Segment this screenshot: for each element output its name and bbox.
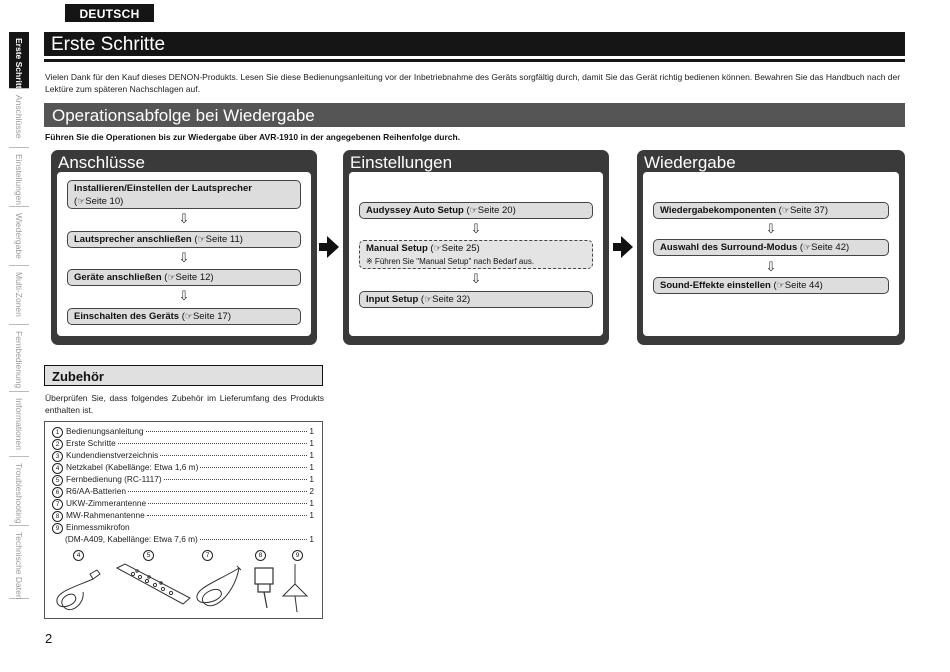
down-arrow-icon: ⇩ [470,221,482,236]
step-ref: Seite 12 [175,272,211,283]
side-tab-fernbedienung[interactable]: Fernbedienung [9,324,29,391]
step-label: Audyssey Auto Setup [366,205,464,216]
list-item: 9 Einmessmikrofon [52,522,314,534]
step-label: Manual Setup [366,243,428,254]
step-ref: Seite 20 [477,205,513,216]
step-ref: Seite 10 [85,196,121,207]
step-audyssey-auto-setup[interactable]: Audyssey Auto Setup (☞Seite 20) [359,202,593,219]
step-geraete-anschliessen[interactable]: Geräte anschließen (☞Seite 12) [67,269,301,286]
down-arrow-icon: ⇩ [765,259,777,274]
list-item: 5 Fernbedienung (RC-1117) 1 [52,474,314,486]
step-ref: Seite 17 [192,311,228,322]
list-item: 4 Netzkabel (Kabellänge: Etwa 1,6 m) 1 [52,462,314,474]
list-item: 6 R6/AA-Batterien 2 [52,486,314,498]
down-arrow-icon: ⇩ [765,221,777,236]
accessories-list [52,426,314,546]
pointing-hand-icon: ☞ [781,205,789,215]
list-item: 7 UKW-Zimmerantenne 1 [52,498,314,510]
side-tab-einstellungen[interactable]: Einstellungen [9,147,29,206]
list-item: 8 MW-Rahmenantenne 1 [52,510,314,522]
panel-body [643,172,899,336]
list-item-continuation: (DM-A409, Kabellänge: Etwa 7,6 m) 1 [65,534,314,544]
panel-wiedergabe [637,150,905,345]
step-ref: Seite 11 [205,234,240,245]
side-tab-multi-zonen[interactable]: Multi-Zonen [9,265,29,324]
language-tab: DEUTSCH [65,4,154,22]
illustration-label: 8 [255,550,266,561]
step-ref: Seite 25 [441,243,477,254]
step-ref: Seite 37 [789,205,825,216]
step-label: Input Setup [366,294,419,305]
pointing-hand-icon: ☞ [77,196,85,206]
illustration-label: 9 [292,550,303,561]
arrow-right-icon [327,236,339,258]
arrow-right-icon [621,236,633,258]
section-title: Operationsabfolge bei Wiedergabe [44,103,905,127]
remote-control-icon [117,564,190,604]
am-loop-antenna-icon [255,568,273,608]
measurement-microphone-icon [283,564,307,612]
pointing-hand-icon: ☞ [197,234,205,244]
side-tab-anschluesse[interactable]: Anschlüsse [9,88,29,147]
side-tab-troubleshooting[interactable]: Troubleshooting [9,456,29,525]
panel-title: Einstellungen [350,153,453,172]
step-ref: Seite 32 [432,294,468,305]
list-item: 1 Bedienungsanleitung 1 [52,426,314,438]
panel-body [57,172,311,336]
panel-title: Wiedergabe [644,153,736,172]
step-label: Installieren/Einstellen der Lautsprecher [74,183,252,194]
illustration-label: 4 [73,550,84,561]
step-einschalten[interactable]: Einschalten des Geräts (☞Seite 17) [67,308,301,325]
down-arrow-icon: ⇩ [178,288,190,303]
step-label: Auswahl des Surround-Modus [660,242,798,253]
page-number: 2 [45,631,53,646]
step-label: Einschalten des Geräts [74,311,180,322]
step-label: Lautsprecher anschließen [74,234,192,245]
step-lautsprecher-einstellen[interactable]: Installieren/Einstellen der Lautsprecher (☞Seite 10) [67,180,301,209]
pointing-hand-icon: ☞ [469,205,477,215]
accessories-text: Überprüfen Sie, dass folgendes Zubehör im Lieferumfang des Produkts enthalten ist. [45,393,324,415]
step-input-setup[interactable]: Input Setup (☞Seite 32) [359,291,593,308]
page-title: Erste Schritte [44,32,905,56]
step-ref: Seite 44 [784,280,820,291]
accessories-box [44,421,323,619]
step-lautsprecher-anschliessen[interactable]: Lautsprecher anschließen (☞Seite 11) [67,231,301,248]
accessories-illustration [45,562,322,618]
step-note: ※ Führen Sie "Manual Setup" nach Bedarf aus. [366,257,535,266]
intro-text: Vielen Dank für den Kauf dieses DENON-Produkts. Lesen Sie diese Bedienungsanleitung vor der Inbetriebnahme des Geräts sorgfältig durch, damit Sie das Gerät richtig bedienen können. Bewahren Sie das Handbuch nach der Lektüre zum späteren Nachschlagen auf. [45,72,901,94]
list-item: 2 Erste Schritte 1 [52,438,314,450]
step-label: Geräte anschließen [74,272,162,283]
side-tab-informationen[interactable]: Informationen [9,391,29,456]
panel-einstellungen [343,150,609,345]
down-arrow-icon: ⇩ [178,211,190,226]
panel-title: Anschlüsse [58,153,145,172]
step-label: Sound-Effekte einstellen [660,280,771,291]
panel-anschluesse [51,150,317,345]
pointing-hand-icon: ☞ [424,294,432,304]
pointing-hand-icon: ☞ [167,272,175,282]
down-arrow-icon: ⇩ [178,250,190,265]
list-item: 3 Kundendienstverzeichnis 1 [52,450,314,462]
power-cord-icon [57,570,100,610]
step-surround-modus[interactable]: Auswahl des Surround-Modus (☞Seite 42) [653,239,889,256]
illustration-label: 7 [202,550,213,561]
side-tab-technische-daten[interactable]: Technische Daten [9,525,29,599]
pointing-hand-icon: ☞ [433,243,441,253]
illustration-label: 5 [143,550,154,561]
step-sound-effekte[interactable]: Sound-Effekte einstellen (☞Seite 44) [653,277,889,294]
side-navigation [9,32,29,599]
side-tab-wiedergabe[interactable]: Wiedergabe [9,206,29,265]
panel-body [349,172,603,336]
down-arrow-icon: ⇩ [470,271,482,286]
accessories-title: Zubehör [44,365,323,386]
pointing-hand-icon: ☞ [803,242,811,252]
fm-antenna-icon [197,566,241,606]
side-tab-erste-schritte[interactable]: Erste Schritte [9,32,29,88]
pointing-hand-icon: ☞ [184,311,192,321]
pointing-hand-icon: ☞ [776,280,784,290]
step-label: Wiedergabekomponenten [660,205,777,216]
title-rule [44,59,905,62]
section-intro: Führen Sie die Operationen bis zur Wiedergabe über AVR-1910 in der angegebenen Reihenfolge durch. [45,132,461,142]
step-ref: Seite 42 [811,242,846,253]
step-manual-setup[interactable]: Manual Setup (☞Seite 25) ※ Führen Sie "Manual Setup" nach Bedarf aus. [359,240,593,269]
step-wiedergabekomponenten[interactable]: Wiedergabekomponenten (☞Seite 37) [653,202,889,219]
